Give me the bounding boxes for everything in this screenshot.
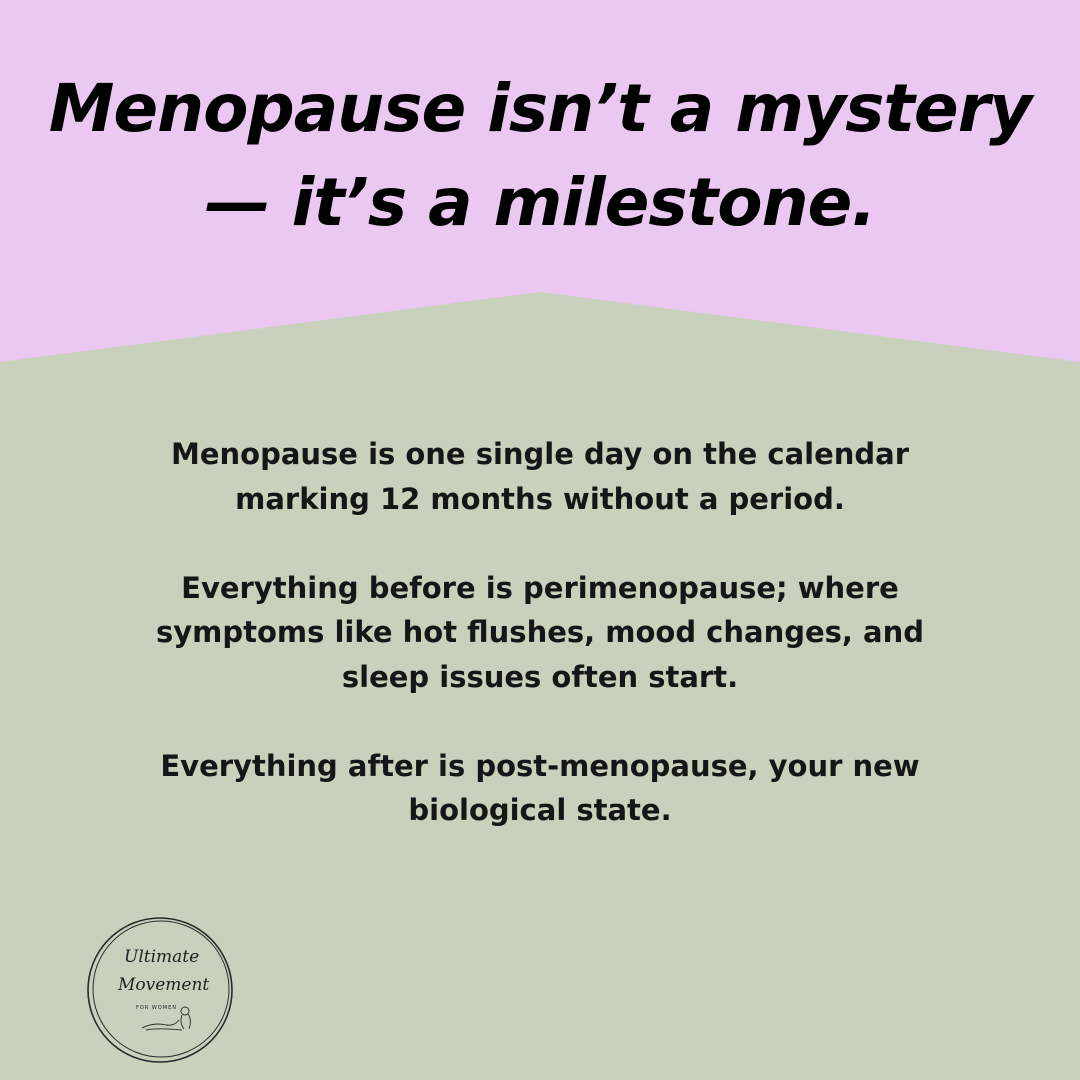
body-text (100, 432, 980, 833)
figure-back-line (188, 1014, 190, 1029)
logo-word-ultimate: Ultimate (124, 947, 200, 967)
paragraph-perimenopause (100, 566, 980, 700)
paragraph-2-line-1: Everything before is perimenopause; where (181, 570, 899, 605)
paragraph-2-line-3: sleep issues often start. (341, 659, 739, 694)
paragraph-2-line-2: symptoms like hot flushes, mood changes, and (155, 615, 925, 649)
paragraph-3-line-1: Everything after is post-menopause, your new (160, 748, 920, 783)
logo-word-movement: Movement (118, 975, 210, 995)
figure-head (181, 1007, 189, 1015)
paragraph-post-menopause (100, 744, 980, 833)
paragraph-1-line-1: Menopause is one single day on the calendar (170, 437, 910, 471)
figure-base-line (146, 1029, 182, 1030)
paragraph-3-line-2: biological state. (408, 793, 672, 827)
figure-arm-line (181, 1015, 184, 1029)
logo-tagline: FOR WOMEN (136, 1005, 177, 1011)
figure-body-line (142, 1020, 179, 1028)
headline-line-1: Menopause isn’t a mystery (48, 70, 1032, 147)
headline (0, 62, 1080, 250)
ultimate-movement-logo (84, 914, 236, 1066)
headline-line-2: — it’s a milestone. (204, 164, 876, 241)
paragraph-definition (100, 432, 980, 521)
logo-emblem (84, 914, 236, 1066)
paragraph-1-line-2: marking 12 months without a period. (235, 481, 845, 516)
